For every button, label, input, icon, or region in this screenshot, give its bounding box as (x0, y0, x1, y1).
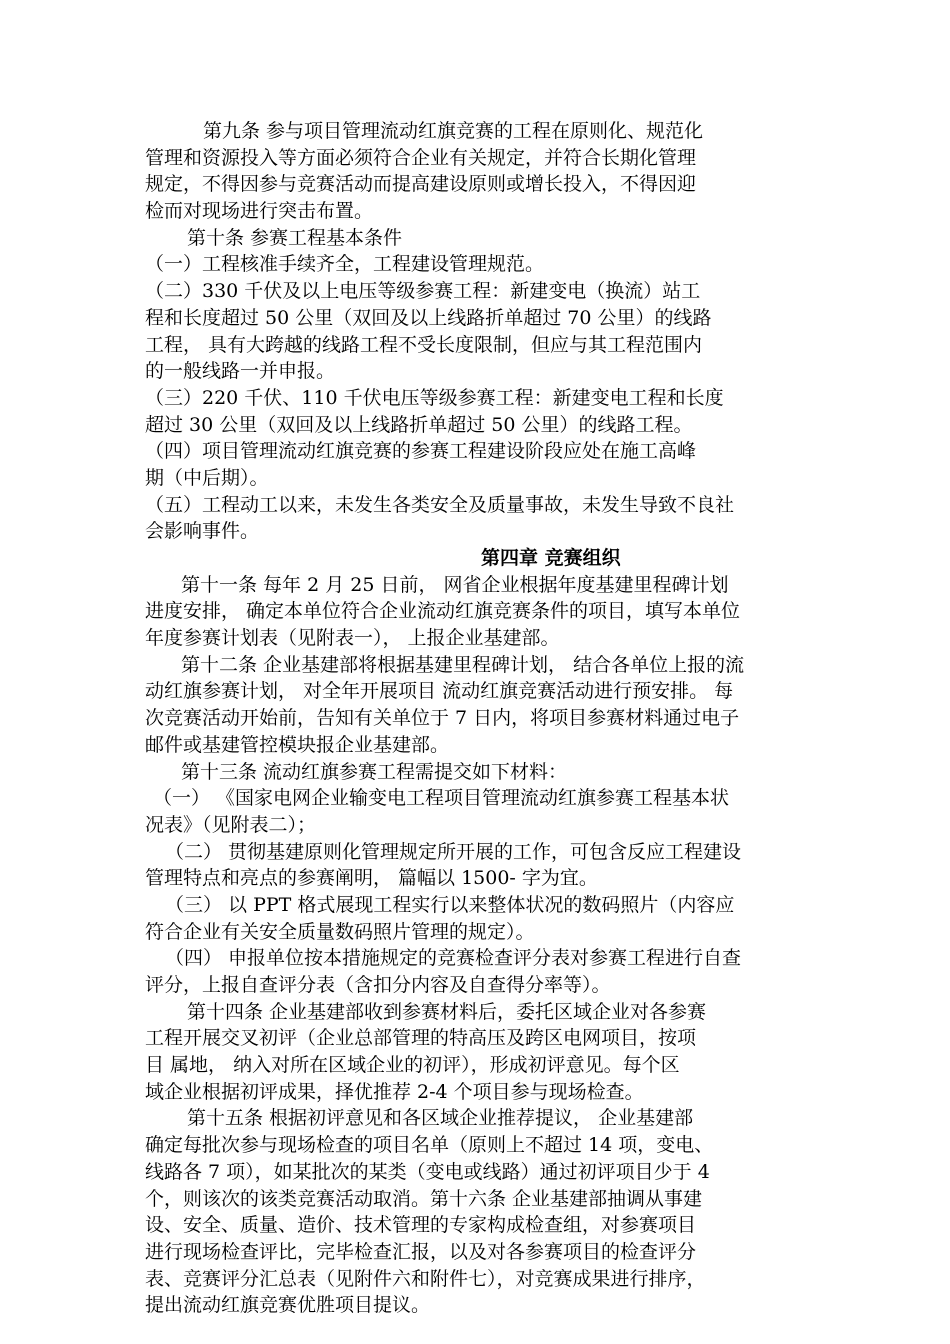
article-13-item-1-line-1: （一） 《国家电网企业输变电工程项目管理流动红旗参赛工程基本状 (153, 787, 730, 810)
document-body (145, 118, 805, 1319)
article-10-item-2-line-1: （二）330 千伏及以上电压等级参赛工程：新建变电（换流）站工 (145, 280, 701, 303)
article-9-line-4: 检而对现场进行突击布置。 (145, 200, 374, 223)
article-16-line-2: 进行现场检查评比，完毕检查汇报，以及对各参赛项目的检查评分 (145, 1240, 697, 1263)
article-14-line-1: 第十四条 企业基建部收到参赛材料后，委托区域企业对各参赛 (187, 1000, 707, 1023)
article-13-item-4-line-1: （四） 申报单位按本措施规定的竞赛检查评分表对参赛工程进行自查 (165, 947, 742, 970)
article-10-item-4-line-2: 期（中后期）。 (145, 466, 269, 489)
article-14-line-2: 工程开展交叉初评（企业总部管理的特高压及跨区电网项目，按项 (145, 1027, 697, 1050)
article-10-item-2-line-2: 程和长度超过 50 公里（双回及以上线路折单超过 70 公里）的线路 (145, 306, 712, 329)
article-14-line-4: 域企业根据初评成果，择优推荐 2-4 个项目参与现场检查。 (145, 1080, 644, 1103)
article-12-line-3: 次竞赛活动开始前，告知有关单位于 7 日内，将项目参赛材料通过电子 (145, 707, 740, 730)
article-13-item-2-line-1: （二） 贯彻基建原则化管理规定所开展的工作，可包含反应工程建设 (165, 840, 742, 863)
article-13-item-1-line-2: 况表》（见附表二）； (145, 813, 317, 836)
article-13-item-2-line-2: 管理特点和亮点的参赛阐明， 篇幅以 1500- 字为宜。 (145, 867, 598, 890)
article-10-item-3-line-1: （三）220 千伏、110 千伏电压等级参赛工程：新建变电工程和长度 (145, 386, 724, 409)
article-12-line-1: 第十二条 企业基建部将根据基建里程碑计划， 结合各单位上报的流 (181, 653, 745, 676)
article-13-item-3-line-2: 符合企业有关安全质量数码照片管理的规定）。 (145, 920, 535, 943)
article-9-line-3: 规定，不得因参与竞赛活动而提高建设原则或增长投入，不得因迎 (145, 173, 697, 196)
article-15-line-1: 第十五条 根据初评意见和各区域企业推荐提议， 企业基建部 (187, 1107, 694, 1130)
article-9-line-1: 第九条 参与项目管理流动红旗竞赛的工程在原则化、规范化 (203, 120, 704, 142)
article-14-line-3: 目 属地， 纳入对所在区域企业的初评），形成初评意见。每个区 (145, 1054, 680, 1077)
article-11-line-1: 第十一条 每年 2 月 25 日前， 网省企业根据年度基建里程碑计划 (181, 573, 729, 596)
article-10-item-5-line-2: 会影响事件。 (145, 520, 260, 543)
article-13-item-4-line-2: 评分，上报自查评分表（含扣分内容及自查得分率等）。 (145, 974, 611, 996)
article-13-title: 第十三条 流动红旗参赛工程需提交如下材料： (181, 760, 568, 783)
article-11-line-3: 年度参赛计划表（见附表一）， 上报企业基建部。 (145, 627, 560, 650)
article-15-line-4: 个，则该次的该类竞赛活动取消。第十六条 企业基建部抽调从事建 (145, 1187, 703, 1210)
article-10-item-2-line-3: 工程， 具有大跨越的线路工程不受长度限制，但应与其工程范围内 (145, 333, 703, 356)
article-10-item-5-line-1: （五）工程动工以来，未发生各类安全及质量事故，未发生导致不良社 (145, 493, 735, 516)
article-12-line-2: 动红旗参赛计划， 对全年开展项目 流动红旗竞赛活动进行预安排。 每 (145, 680, 734, 703)
article-16-line-1: 设、安全、质量、造价、技术管理的专家构成检查组，对参赛项目 (145, 1214, 697, 1237)
article-16-line-4: 提出流动红旗竞赛优胜项目提议。 (145, 1294, 431, 1317)
article-13-item-3-line-1: （三） 以 PPT 格式展现工程实行以来整体状况的数码照片（内容应 (165, 893, 735, 916)
article-10-item-4-line-1: （四）项目管理流动红旗竞赛的参赛工程建设阶段应处在施工高峰 (145, 440, 697, 463)
article-9-line-2: 管理和资源投入等方面必须符合企业有关规定，并符合长期化管理 (145, 146, 697, 169)
article-12-line-4: 邮件或基建管控模块报企业基建部。 (145, 733, 450, 756)
article-11-line-2: 进度安排， 确定本单位符合企业流动红旗竞赛条件的项目，填写本单位 (145, 600, 741, 623)
article-15-line-2: 确定每批次参与现场检查的项目名单（原则上不超过 14 项，变电、 (145, 1134, 714, 1157)
article-15-line-3: 线路各 7 项），如某批次的某类（变电或线路）通过初评项目少于 4 (145, 1160, 710, 1183)
article-16-line-3: 表、竞赛评分汇总表（见附件六和附件七），对竞赛成果进行排序， (145, 1267, 706, 1290)
article-10-item-2-line-4: 的一般线路一并申报。 (145, 360, 336, 383)
article-10-item-1: （一）工程核准手续齐全，工程建设管理规范。 (145, 253, 545, 276)
article-10-item-3-line-2: 超过 30 公里（双回及以上线路折单超过 50 公里）的线路工程。 (145, 413, 693, 436)
chapter-4-heading: 第四章 竞赛组织 (481, 547, 621, 569)
article-10-title: 第十条 参赛工程基本条件 (187, 226, 403, 249)
